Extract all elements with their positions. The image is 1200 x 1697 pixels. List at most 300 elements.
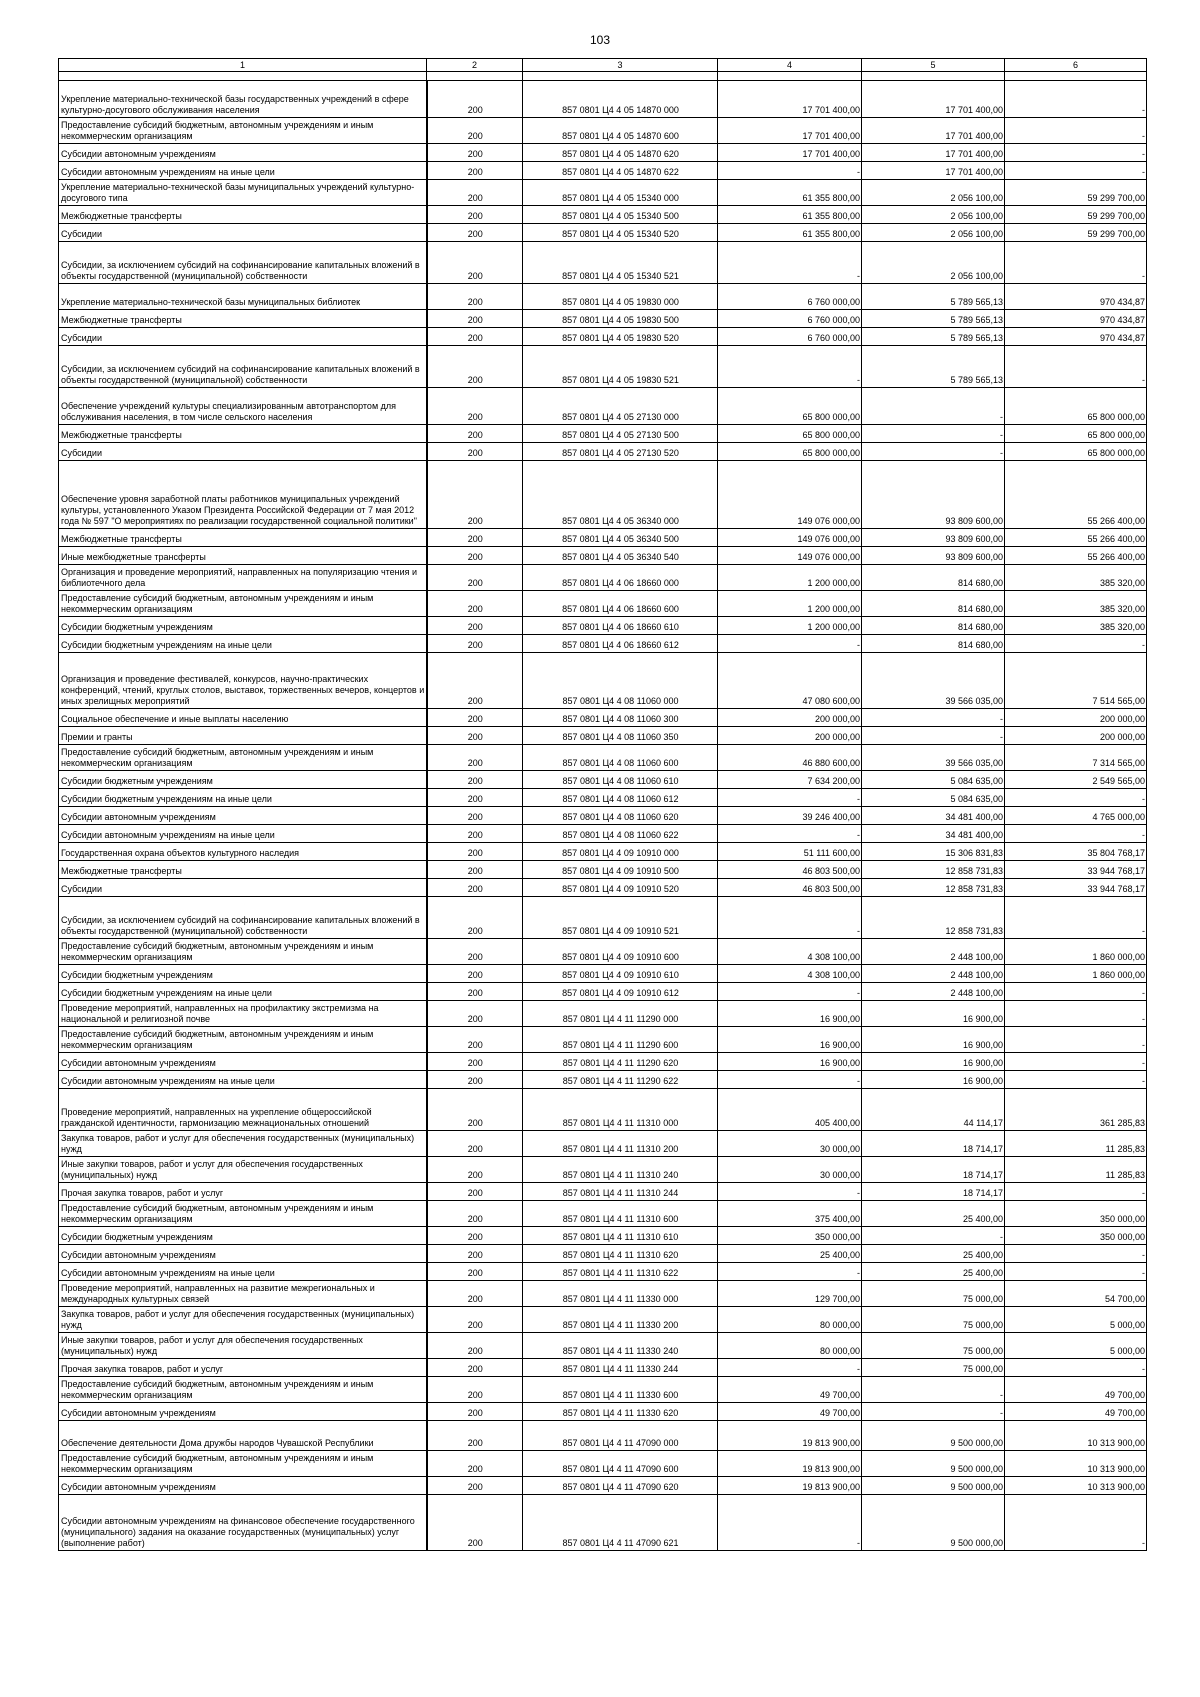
row-name-cell: Субсидии бюджетным учреждениям на иные цели [59,789,427,807]
row-value-col6-cell: 49 700,00 [1005,1403,1147,1421]
row-value-col6-cell: 385 320,00 [1005,565,1147,591]
row-code-cell: 200 [427,1201,523,1227]
table-row [59,1245,1147,1263]
table-row [59,789,1147,807]
row-value-col6-cell: 10 313 900,00 [1005,1421,1147,1451]
row-value-col5-cell: 25 400,00 [862,1263,1005,1281]
row-value-col6-cell: 65 800 000,00 [1005,425,1147,443]
row-code-cell: 200 [427,1281,523,1307]
row-code-cell: 200 [427,81,523,118]
row-name-cell: Прочая закупка товаров, работ и услуг [59,1183,427,1201]
row-value-col4-cell: - [718,897,862,939]
row-code-cell: 200 [427,897,523,939]
row-classification-cell: 857 0801 Ц4 4 05 27130 500 [523,425,718,443]
row-value-col5-cell: 5 789 565,13 [862,328,1005,346]
row-value-col5-cell: 39 566 035,00 [862,745,1005,771]
row-classification-cell: 857 0801 Ц4 4 11 11310 620 [523,1245,718,1263]
table-row [59,727,1147,745]
row-code-cell: 200 [427,591,523,617]
row-value-col4-cell: 46 803 500,00 [718,879,862,897]
table-row [59,879,1147,897]
row-classification-cell: 857 0801 Ц4 4 05 27130 520 [523,443,718,461]
row-value-col6-cell: - [1005,1071,1147,1089]
table-row [59,461,1147,529]
row-name-cell: Предоставление субсидий бюджетным, автономным учреждениям и иным некоммерческим организациям [59,1451,427,1477]
row-value-col4-cell: 1 200 000,00 [718,591,862,617]
row-value-col6-cell: 59 299 700,00 [1005,206,1147,224]
row-classification-cell: 857 0801 Ц4 4 06 18660 612 [523,635,718,653]
row-code-cell: 200 [427,118,523,144]
row-name-cell: Премии и гранты [59,727,427,745]
row-value-col6-cell: 11 285,83 [1005,1131,1147,1157]
table-row [59,1333,1147,1359]
row-code-cell: 200 [427,206,523,224]
row-value-col5-cell: 814 680,00 [862,591,1005,617]
row-code-cell: 200 [427,771,523,789]
row-classification-cell: 857 0801 Ц4 4 08 11060 600 [523,745,718,771]
row-value-col5-cell: - [862,1377,1005,1403]
row-value-col6-cell: 200 000,00 [1005,709,1147,727]
row-value-col6-cell: - [1005,1263,1147,1281]
row-name-cell: Обеспечение деятельности Дома дружбы народов Чувашской Республики [59,1421,427,1451]
row-value-col4-cell: 16 900,00 [718,1001,862,1027]
row-classification-cell: 857 0801 Ц4 4 05 19830 000 [523,284,718,310]
row-code-cell: 200 [427,1027,523,1053]
row-classification-cell: 857 0801 Ц4 4 11 11290 622 [523,1071,718,1089]
row-classification-cell: 857 0801 Ц4 4 08 11060 300 [523,709,718,727]
table-row [59,206,1147,224]
row-name-cell: Субсидии [59,879,427,897]
spacer-cell [59,72,427,81]
table-row [59,1281,1147,1307]
row-value-col5-cell: 5 084 635,00 [862,789,1005,807]
table-row [59,388,1147,425]
row-name-cell: Обеспечение учреждений культуры специализированным автотранспортом для обслуживания населения, в том числе сельского населения [59,388,427,425]
row-code-cell: 200 [427,1089,523,1131]
row-code-cell: 200 [427,635,523,653]
budget-table-body [59,59,1147,1551]
row-code-cell: 200 [427,1421,523,1451]
row-name-cell: Укрепление материально-технической базы муниципальных библиотек [59,284,427,310]
table-row [59,1157,1147,1183]
row-name-cell: Межбюджетные трансферты [59,206,427,224]
row-name-cell: Проведение мероприятий, направленных на укрепление общероссийской гражданской идентичности, гармонизацию межнациональных отношений [59,1089,427,1131]
row-classification-cell: 857 0801 Ц4 4 11 11310 240 [523,1157,718,1183]
column-header-3: 3 [523,59,718,72]
row-name-cell: Предоставление субсидий бюджетным, автономным учреждениям и иным некоммерческим организациям [59,939,427,965]
row-name-cell: Субсидии автономным учреждениям [59,1477,427,1495]
row-code-cell: 200 [427,1183,523,1201]
spacer-cell [523,72,718,81]
row-code-cell: 200 [427,1495,523,1551]
row-value-col5-cell: 17 701 400,00 [862,81,1005,118]
row-value-col6-cell: - [1005,346,1147,388]
row-code-cell: 200 [427,983,523,1001]
row-name-cell: Субсидии автономным учреждениям на иные цели [59,162,427,180]
row-value-col4-cell: 65 800 000,00 [718,388,862,425]
row-code-cell: 200 [427,879,523,897]
table-row [59,310,1147,328]
row-value-col4-cell: 46 880 600,00 [718,745,862,771]
row-value-col6-cell: 33 944 768,17 [1005,879,1147,897]
row-value-col6-cell: 7 514 565,00 [1005,653,1147,709]
row-value-col6-cell: - [1005,162,1147,180]
table-row [59,529,1147,547]
table-row [59,843,1147,861]
table-row [59,965,1147,983]
page-number: 103 [589,33,611,47]
row-classification-cell: 857 0801 Ц4 4 09 10910 610 [523,965,718,983]
row-name-cell: Межбюджетные трансферты [59,861,427,879]
row-value-col6-cell: 350 000,00 [1005,1201,1147,1227]
row-name-cell: Иные закупки товаров, работ и услуг для обеспечения государственных (муниципальных) нужд [59,1157,427,1183]
table-row [59,939,1147,965]
row-value-col5-cell: 93 809 600,00 [862,547,1005,565]
row-classification-cell: 857 0801 Ц4 4 05 36340 000 [523,461,718,529]
row-value-col5-cell: 12 858 731,83 [862,897,1005,939]
row-value-col5-cell: 25 400,00 [862,1201,1005,1227]
row-value-col6-cell: - [1005,1245,1147,1263]
row-classification-cell: 857 0801 Ц4 4 05 15340 521 [523,242,718,284]
row-value-col4-cell: - [718,1071,862,1089]
row-name-cell: Организация и проведение мероприятий, направленных на популяризацию чтения и библиотечного дела [59,565,427,591]
row-code-cell: 200 [427,789,523,807]
row-name-cell: Субсидии автономным учреждениям на иные цели [59,1263,427,1281]
row-code-cell: 200 [427,461,523,529]
row-classification-cell: 857 0801 Ц4 4 11 11310 244 [523,1183,718,1201]
row-name-cell: Укрепление материально-технической базы муниципальных учреждений культурно-досугового типа [59,180,427,206]
row-classification-cell: 857 0801 Ц4 4 05 27130 000 [523,388,718,425]
table-row [59,565,1147,591]
row-value-col6-cell: 970 434,87 [1005,328,1147,346]
row-name-cell: Государственная охрана объектов культурного наследия [59,843,427,861]
row-classification-cell: 857 0801 Ц4 4 06 18660 000 [523,565,718,591]
row-name-cell: Иные закупки товаров, работ и услуг для обеспечения государственных (муниципальных) нужд [59,1333,427,1359]
row-name-cell: Субсидии бюджетным учреждениям [59,617,427,635]
column-header-4: 4 [718,59,862,72]
row-value-col5-cell: 17 701 400,00 [862,162,1005,180]
row-classification-cell: 857 0801 Ц4 4 09 10910 500 [523,861,718,879]
table-row [59,162,1147,180]
row-code-cell: 200 [427,939,523,965]
row-value-col4-cell: 6 760 000,00 [718,284,862,310]
row-value-col4-cell: 80 000,00 [718,1333,862,1359]
row-code-cell: 200 [427,328,523,346]
row-classification-cell: 857 0801 Ц4 4 09 10910 000 [523,843,718,861]
row-value-col4-cell: 19 813 900,00 [718,1451,862,1477]
row-value-col4-cell: 4 308 100,00 [718,939,862,965]
row-value-col4-cell: 405 400,00 [718,1089,862,1131]
row-value-col4-cell: 6 760 000,00 [718,328,862,346]
row-name-cell: Предоставление субсидий бюджетным, автономным учреждениям и иным некоммерческим организациям [59,1027,427,1053]
table-row [59,1477,1147,1495]
row-code-cell: 200 [427,1307,523,1333]
row-value-col6-cell: - [1005,144,1147,162]
row-value-col4-cell: 51 111 600,00 [718,843,862,861]
table-row [59,1359,1147,1377]
row-value-col6-cell: 65 800 000,00 [1005,388,1147,425]
row-value-col4-cell: 47 080 600,00 [718,653,862,709]
row-classification-cell: 857 0801 Ц4 4 05 19830 520 [523,328,718,346]
row-code-cell: 200 [427,224,523,242]
row-value-col5-cell: 16 900,00 [862,1071,1005,1089]
table-row [59,617,1147,635]
row-name-cell: Укрепление материально-технической базы государственных учреждений в сфере культурно-досугового обслуживания населения [59,81,427,118]
row-value-col4-cell: 30 000,00 [718,1157,862,1183]
row-value-col6-cell: 11 285,83 [1005,1157,1147,1183]
row-value-col6-cell: 5 000,00 [1005,1307,1147,1333]
row-code-cell: 200 [427,242,523,284]
table-row [59,328,1147,346]
row-value-col6-cell: 65 800 000,00 [1005,443,1147,461]
row-value-col4-cell: 39 246 400,00 [718,807,862,825]
row-value-col6-cell: - [1005,789,1147,807]
column-header-1: 1 [59,59,427,72]
row-value-col4-cell: 149 076 000,00 [718,547,862,565]
table-row [59,1451,1147,1477]
row-name-cell: Субсидии автономным учреждениям [59,807,427,825]
row-code-cell: 200 [427,861,523,879]
table-row [59,284,1147,310]
table-row [59,1227,1147,1245]
row-classification-cell: 857 0801 Ц4 4 06 18660 610 [523,617,718,635]
row-name-cell: Межбюджетные трансферты [59,425,427,443]
row-value-col5-cell: 2 448 100,00 [862,939,1005,965]
row-value-col5-cell: - [862,1403,1005,1421]
table-row [59,1307,1147,1333]
row-value-col4-cell: - [718,789,862,807]
row-classification-cell: 857 0801 Ц4 4 11 11330 000 [523,1281,718,1307]
column-header-6: 6 [1005,59,1147,72]
table-row [59,635,1147,653]
row-value-col4-cell: 49 700,00 [718,1403,862,1421]
row-name-cell: Субсидии бюджетным учреждениям [59,1227,427,1245]
row-classification-cell: 857 0801 Ц4 4 11 11330 600 [523,1377,718,1403]
row-classification-cell: 857 0801 Ц4 4 08 11060 350 [523,727,718,745]
row-value-col6-cell: - [1005,1359,1147,1377]
row-code-cell: 200 [427,1451,523,1477]
row-classification-cell: 857 0801 Ц4 4 11 47090 000 [523,1421,718,1451]
row-name-cell: Субсидии бюджетным учреждениям [59,965,427,983]
table-row [59,745,1147,771]
row-classification-cell: 857 0801 Ц4 4 08 11060 622 [523,825,718,843]
row-classification-cell: 857 0801 Ц4 4 05 36340 540 [523,547,718,565]
row-code-cell: 200 [427,1001,523,1027]
row-name-cell: Проведение мероприятий, направленных на профилактику экстремизма на национальной и религиозной почве [59,1001,427,1027]
row-value-col6-cell: 5 000,00 [1005,1333,1147,1359]
row-code-cell: 200 [427,709,523,727]
row-name-cell: Субсидии [59,224,427,242]
row-name-cell: Межбюджетные трансферты [59,310,427,328]
row-code-cell: 200 [427,1403,523,1421]
table-row [59,1071,1147,1089]
row-name-cell: Иные межбюджетные трансферты [59,547,427,565]
row-code-cell: 200 [427,1359,523,1377]
row-value-col5-cell: 16 900,00 [862,1053,1005,1071]
row-classification-cell: 857 0801 Ц4 4 05 15340 000 [523,180,718,206]
table-row [59,807,1147,825]
row-value-col5-cell: 9 500 000,00 [862,1495,1005,1551]
row-code-cell: 200 [427,1245,523,1263]
row-value-col5-cell: - [862,443,1005,461]
row-code-cell: 200 [427,1263,523,1281]
row-value-col5-cell: - [862,425,1005,443]
row-value-col6-cell: 1 860 000,00 [1005,939,1147,965]
row-value-col5-cell: 814 680,00 [862,617,1005,635]
row-value-col4-cell: 49 700,00 [718,1377,862,1403]
row-name-cell: Социальное обеспечение и иные выплаты населению [59,709,427,727]
row-value-col4-cell: 25 400,00 [718,1245,862,1263]
row-value-col4-cell: - [718,1495,862,1551]
table-row [59,1001,1147,1027]
row-classification-cell: 857 0801 Ц4 4 11 11330 244 [523,1359,718,1377]
row-value-col6-cell: 1 860 000,00 [1005,965,1147,983]
row-value-col6-cell: 55 266 400,00 [1005,529,1147,547]
row-value-col5-cell: 12 858 731,83 [862,879,1005,897]
row-code-cell: 200 [427,807,523,825]
row-value-col5-cell: - [862,709,1005,727]
row-value-col6-cell: - [1005,1183,1147,1201]
row-value-col5-cell: 16 900,00 [862,1001,1005,1027]
row-value-col4-cell: 350 000,00 [718,1227,862,1245]
row-name-cell: Субсидии автономным учреждениям на иные цели [59,825,427,843]
row-code-cell: 200 [427,727,523,745]
row-value-col6-cell: 385 320,00 [1005,591,1147,617]
row-value-col5-cell: 39 566 035,00 [862,653,1005,709]
row-code-cell: 200 [427,653,523,709]
row-classification-cell: 857 0801 Ц4 4 05 14870 620 [523,144,718,162]
table-row [59,443,1147,461]
row-value-col6-cell: - [1005,1495,1147,1551]
row-name-cell: Организация и проведение фестивалей, конкурсов, научно-практических конференций, чтений, круглых столов, выставок, торжественных вечеров, концертов и иных зрелищных мероприятий [59,653,427,709]
row-value-col5-cell: 2 448 100,00 [862,983,1005,1001]
row-name-cell: Субсидии [59,443,427,461]
row-value-col6-cell: 200 000,00 [1005,727,1147,745]
row-value-col6-cell: 7 314 565,00 [1005,745,1147,771]
row-value-col6-cell: 35 804 768,17 [1005,843,1147,861]
row-value-col4-cell: - [718,162,862,180]
column-number-header-row [59,59,1147,72]
row-name-cell: Субсидии автономным учреждениям [59,1245,427,1263]
row-value-col5-cell: 17 701 400,00 [862,118,1005,144]
row-value-col4-cell: 17 701 400,00 [718,118,862,144]
row-value-col5-cell: 16 900,00 [862,1027,1005,1053]
column-header-5: 5 [862,59,1005,72]
row-name-cell: Предоставление субсидий бюджетным, автономным учреждениям и иным некоммерческим организациям [59,745,427,771]
row-value-col6-cell: 2 549 565,00 [1005,771,1147,789]
row-value-col5-cell: 5 789 565,13 [862,310,1005,328]
row-name-cell: Субсидии автономным учреждениям на иные цели [59,1071,427,1089]
row-value-col5-cell: 814 680,00 [862,565,1005,591]
row-classification-cell: 857 0801 Ц4 4 08 11060 610 [523,771,718,789]
row-value-col5-cell: 25 400,00 [862,1245,1005,1263]
spacer-cell [427,72,523,81]
row-code-cell: 200 [427,425,523,443]
row-value-col5-cell: 9 500 000,00 [862,1421,1005,1451]
spacer-cell [718,72,862,81]
row-code-cell: 200 [427,346,523,388]
row-classification-cell: 857 0801 Ц4 4 05 14870 622 [523,162,718,180]
row-name-cell: Предоставление субсидий бюджетным, автономным учреждениям и иным некоммерческим организациям [59,118,427,144]
row-name-cell: Обеспечение уровня заработной платы работников муниципальных учреждений культуры, установленного Указом Президента Российской Федерации от 7 мая 2012 года № 597 "О мероприятиях по реализации государственной социальной политики" [59,461,427,529]
row-code-cell: 200 [427,1333,523,1359]
row-value-col4-cell: 4 308 100,00 [718,965,862,983]
table-row [59,224,1147,242]
row-value-col6-cell: 385 320,00 [1005,617,1147,635]
row-code-cell: 200 [427,965,523,983]
row-classification-cell: 857 0801 Ц4 4 11 11330 240 [523,1333,718,1359]
row-value-col6-cell: - [1005,983,1147,1001]
row-classification-cell: 857 0801 Ц4 4 11 11310 200 [523,1131,718,1157]
row-value-col6-cell: 10 313 900,00 [1005,1477,1147,1495]
row-value-col6-cell: 49 700,00 [1005,1377,1147,1403]
row-classification-cell: 857 0801 Ц4 4 08 11060 000 [523,653,718,709]
row-value-col4-cell: - [718,983,862,1001]
row-value-col4-cell: 19 813 900,00 [718,1421,862,1451]
row-value-col4-cell: 149 076 000,00 [718,461,862,529]
row-code-cell: 200 [427,1227,523,1245]
table-row [59,118,1147,144]
row-value-col6-cell: 54 700,00 [1005,1281,1147,1307]
row-code-cell: 200 [427,310,523,328]
row-value-col6-cell: 55 266 400,00 [1005,461,1147,529]
row-classification-cell: 857 0801 Ц4 4 11 47090 600 [523,1451,718,1477]
row-value-col6-cell: - [1005,825,1147,843]
row-classification-cell: 857 0801 Ц4 4 09 10910 612 [523,983,718,1001]
row-code-cell: 200 [427,529,523,547]
row-value-col4-cell: 7 634 200,00 [718,771,862,789]
row-name-cell: Субсидии бюджетным учреждениям на иные цели [59,983,427,1001]
row-value-col4-cell: 200 000,00 [718,709,862,727]
row-value-col5-cell: 5 789 565,13 [862,284,1005,310]
row-value-col4-cell: - [718,1359,862,1377]
row-value-col6-cell: - [1005,1027,1147,1053]
row-value-col6-cell: 10 313 900,00 [1005,1451,1147,1477]
row-value-col4-cell: - [718,635,862,653]
row-classification-cell: 857 0801 Ц4 4 05 14870 000 [523,81,718,118]
row-value-col5-cell: 44 114,17 [862,1089,1005,1131]
row-classification-cell: 857 0801 Ц4 4 09 10910 520 [523,879,718,897]
row-code-cell: 200 [427,443,523,461]
row-value-col4-cell: 65 800 000,00 [718,443,862,461]
row-value-col4-cell: 16 900,00 [718,1027,862,1053]
row-classification-cell: 857 0801 Ц4 4 11 11310 000 [523,1089,718,1131]
row-name-cell: Субсидии бюджетным учреждениям на иные цели [59,635,427,653]
row-value-col4-cell: 19 813 900,00 [718,1477,862,1495]
spacer-cell [862,72,1005,81]
row-value-col6-cell: 55 266 400,00 [1005,547,1147,565]
row-code-cell: 200 [427,825,523,843]
row-name-cell: Субсидии, за исключением субсидий на софинансирование капитальных вложений в объекты государственной (муниципальной) собственности [59,346,427,388]
row-value-col6-cell: - [1005,81,1147,118]
row-value-col5-cell: - [862,388,1005,425]
row-classification-cell: 857 0801 Ц4 4 05 15340 520 [523,224,718,242]
table-row [59,1263,1147,1281]
row-classification-cell: 857 0801 Ц4 4 11 11310 600 [523,1201,718,1227]
table-row [59,1089,1147,1131]
row-value-col6-cell: 970 434,87 [1005,284,1147,310]
row-value-col6-cell: 59 299 700,00 [1005,224,1147,242]
row-value-col5-cell: 15 306 831,83 [862,843,1005,861]
budget-table [58,58,1147,1551]
row-value-col5-cell: 75 000,00 [862,1281,1005,1307]
row-classification-cell: 857 0801 Ц4 4 11 11310 610 [523,1227,718,1245]
row-value-col5-cell: 2 056 100,00 [862,242,1005,284]
table-row [59,825,1147,843]
row-code-cell: 200 [427,745,523,771]
row-classification-cell: 857 0801 Ц4 4 06 18660 600 [523,591,718,617]
row-classification-cell: 857 0801 Ц4 4 11 11290 000 [523,1001,718,1027]
